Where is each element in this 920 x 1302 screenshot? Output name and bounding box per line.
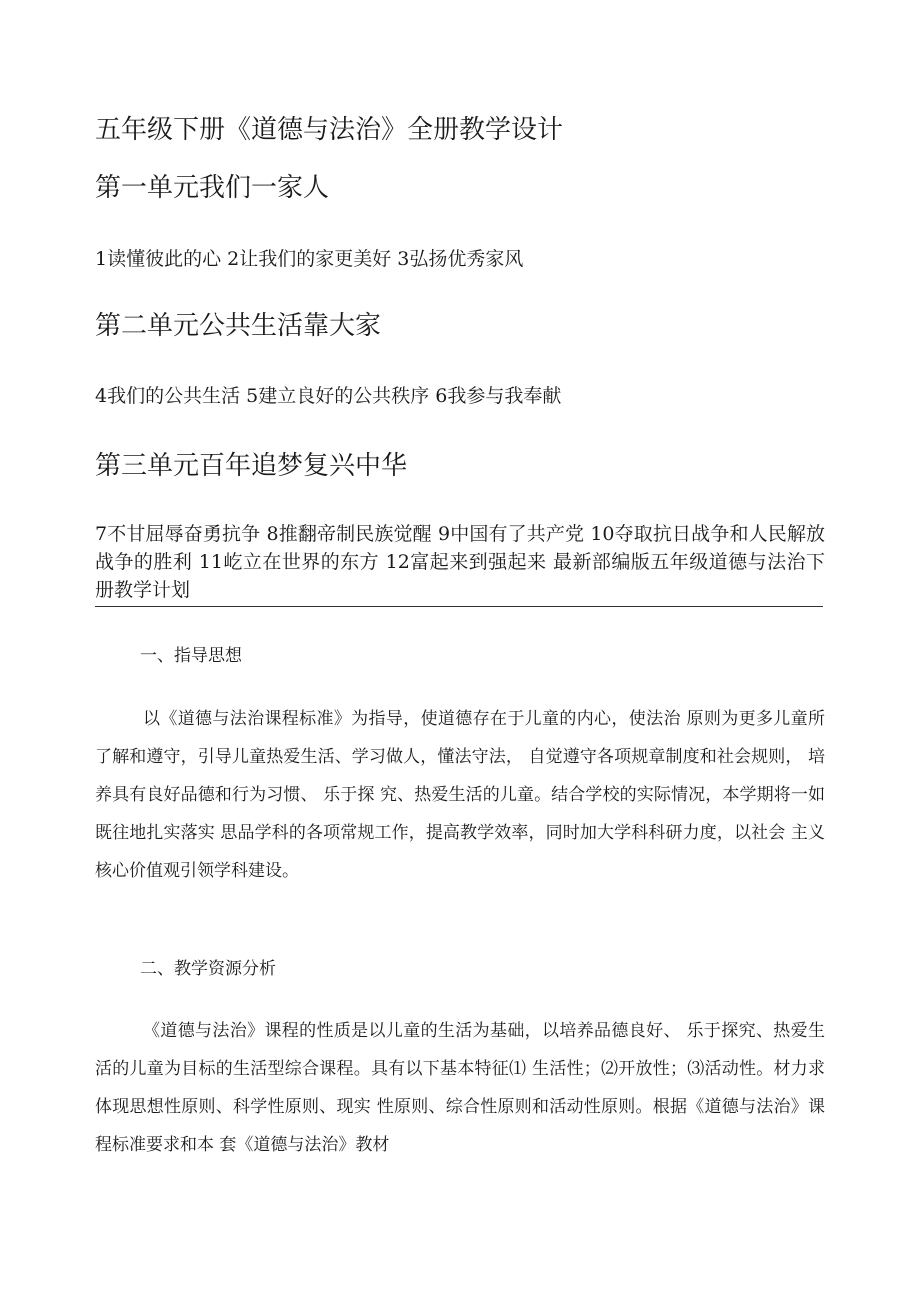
section-1-paragraph: 以《道德与法治课程标准》为指导，使道德存在于儿童的内心，使法治 原则为更多儿童所了解和遵守，引导儿童热爱生活、学习做人，懂法守法， 自觉遵守各项规章制度和社会规则， 培养具有良好品德和行为习惯、 乐于探 究、热爱生活的儿童。结合学校的实际情况，本学期将一如既往地扎实落实 思品学科的各项常规工作，提高教学效率，同时加大学科科研力度，以社会 主义核心价值观引领学科建设。 bbox=[95, 709, 825, 881]
unit-1-lessons: 1读懂彼此的心 2让我们的家更美好 3弘扬优秀家风 bbox=[95, 248, 524, 270]
divider-line bbox=[95, 606, 823, 607]
unit-3-lessons: 7不甘屈辱奋勇抗争 8推翻帝制民族觉醒 9中国有了共产党 10夺取抗日战争和人民解放战争的胜利 11屹立在世界的东方 12富起来到强起来 最新部编版五年级道德与法治下册教学计划 bbox=[95, 523, 825, 601]
unit-3-title: 第三单元百年追梦复兴中华 bbox=[95, 451, 408, 481]
unit-2-title: 第二单元公共生活靠大家 bbox=[95, 311, 382, 341]
unit-2-lessons: 4我们的公共生活 5建立良好的公共秩序 6我参与我奉献 bbox=[95, 385, 562, 407]
document-title: 五年级下册《道德与法治》全册教学设计 bbox=[95, 115, 564, 145]
section-1-heading: 一、指导思想 bbox=[140, 646, 242, 666]
section-2-heading: 二、教学资源分析 bbox=[140, 959, 276, 979]
unit-1-title: 第一单元我们一家人 bbox=[95, 173, 330, 203]
section-2-paragraph: 《道德与法治》课程的性质是以儿童的生活为基础，以培养品德良好、 乐于探究、热爱生活的儿童为目标的生活型综合课程。具有以下基本特征⑴ 生活性；⑵开放性；⑶活动性。材力求体现思想性原则、科学性原则、现实 性原则、综合性原则和活动性原则。根据《道德与法治》课程标准要求和本 套《道德与法治》教材 bbox=[95, 1021, 825, 1155]
